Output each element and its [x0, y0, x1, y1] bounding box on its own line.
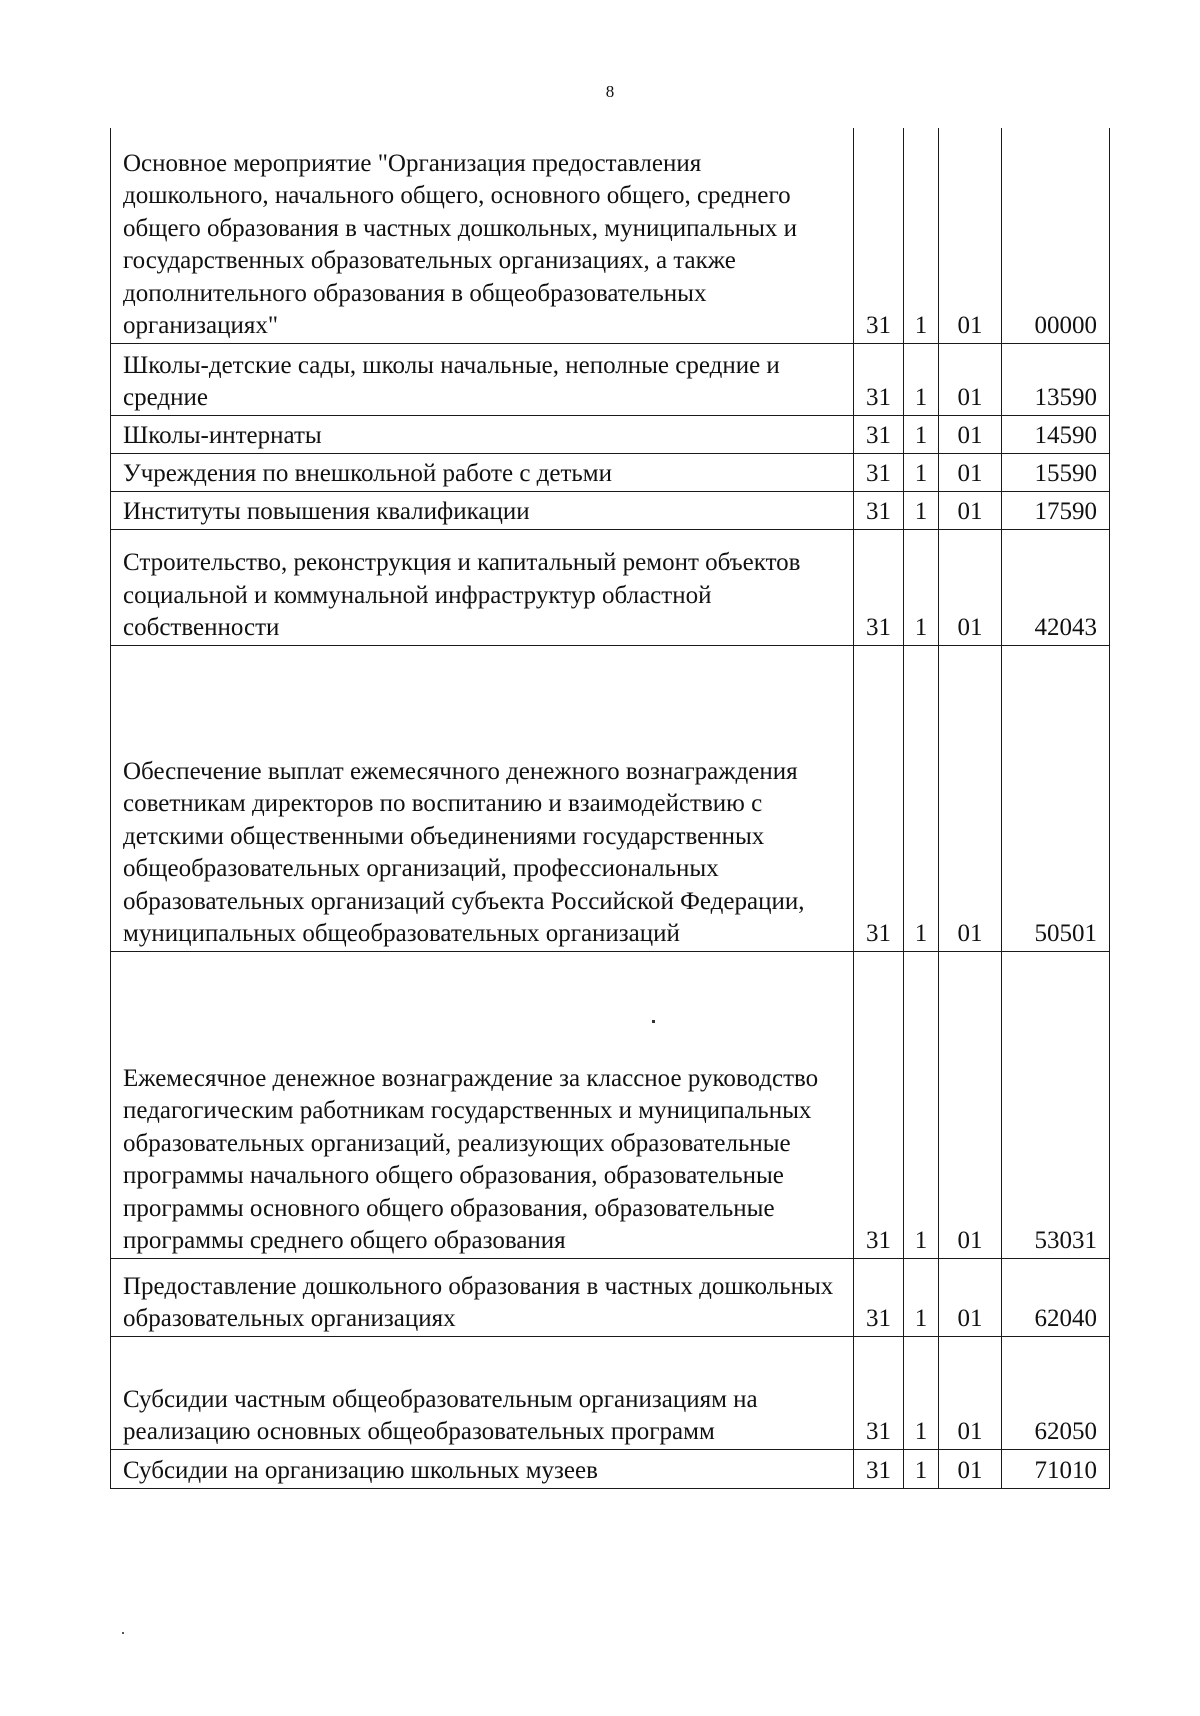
subprogram-code: 1: [904, 1449, 939, 1488]
table-row: [111, 453, 1110, 491]
row-name: Строительство, реконструкция и капитальный ремонт объектов социальной и коммунальной инфраструктур областной собственности: [111, 529, 854, 645]
subprogram-code: 1: [904, 128, 939, 343]
table-row: [111, 951, 1110, 1258]
row-name: Субсидии на организацию школьных музеев: [111, 1449, 854, 1488]
row-name: Предоставление дошкольного образования в частных дошкольных образовательных организациях: [111, 1258, 854, 1336]
direction-code: 42043: [1002, 529, 1110, 645]
direction-code: 17590: [1002, 491, 1110, 529]
row-name: Школы-детские сады, школы начальные, неполные средние и средние: [111, 343, 854, 415]
row-name: Субсидии частным общеобразовательным организациям на реализацию основных общеобразовательных программ: [111, 1336, 854, 1449]
program-code: 31: [854, 1336, 904, 1449]
table-row: [111, 645, 1110, 951]
table-row: [111, 529, 1110, 645]
table-row: [111, 128, 1110, 343]
direction-code: 00000: [1002, 128, 1110, 343]
program-code: 31: [854, 491, 904, 529]
direction-code: 71010: [1002, 1449, 1110, 1488]
program-code: 31: [854, 529, 904, 645]
subprogram-code: 1: [904, 1336, 939, 1449]
program-code: 31: [854, 1449, 904, 1488]
direction-code: 53031: [1002, 951, 1110, 1258]
direction-code: 62050: [1002, 1336, 1110, 1449]
table-row: [111, 1336, 1110, 1449]
direction-code: 13590: [1002, 343, 1110, 415]
subprogram-code: 1: [904, 453, 939, 491]
program-code: 31: [854, 951, 904, 1258]
subprogram-code: 1: [904, 529, 939, 645]
row-name: Институты повышения квалификации: [111, 491, 854, 529]
activity-code: 01: [939, 491, 1002, 529]
table-row: [111, 1258, 1110, 1336]
program-code: 31: [854, 645, 904, 951]
activity-code: 01: [939, 1449, 1002, 1488]
activity-code: 01: [939, 453, 1002, 491]
row-name: Обеспечение выплат ежемесячного денежного вознаграждения советникам директоров по воспитанию и взаимодействию с детскими общественными объединениями государственных общеобразовательных организаций, профессиональных образовательных организаций субъекта Российской Федерации, муниципальных общеобразовательных организаций: [111, 645, 854, 951]
row-name: Ежемесячное денежное вознаграждение за классное руководство педагогическим работникам государственных и муниципальных образовательных организаций, реализующих образовательные программы начального общего образования, образовательные программы основного общего образования, образовательные программы среднего общего образования: [111, 951, 854, 1258]
direction-code: 14590: [1002, 415, 1110, 453]
row-name: Учреждения по внешкольной работе с детьми: [111, 453, 854, 491]
activity-code: 01: [939, 343, 1002, 415]
activity-code: 01: [939, 1336, 1002, 1449]
program-code: 31: [854, 128, 904, 343]
activity-code: 01: [939, 529, 1002, 645]
activity-code: 01: [939, 1258, 1002, 1336]
budget-classification-table: [110, 128, 1110, 1489]
subprogram-code: 1: [904, 343, 939, 415]
activity-code: 01: [939, 128, 1002, 343]
direction-code: 62040: [1002, 1258, 1110, 1336]
activity-code: 01: [939, 645, 1002, 951]
subprogram-code: 1: [904, 951, 939, 1258]
program-code: 31: [854, 415, 904, 453]
direction-code: 50501: [1002, 645, 1110, 951]
program-code: 31: [854, 453, 904, 491]
row-name: Основное мероприятие "Организация предоставления дошкольного, начального общего, основного общего, среднего общего образования в частных дошкольных, муниципальных и государственных образовательных организациях, а также дополнительного образования в общеобразовательных организациях": [111, 128, 854, 343]
scan-speck: [122, 1632, 124, 1634]
table-row: [111, 415, 1110, 453]
program-code: 31: [854, 343, 904, 415]
table-row: [111, 491, 1110, 529]
activity-code: 01: [939, 951, 1002, 1258]
subprogram-code: 1: [904, 491, 939, 529]
subprogram-code: 1: [904, 415, 939, 453]
scan-speck: [652, 1020, 655, 1023]
subprogram-code: 1: [904, 645, 939, 951]
table-row: [111, 343, 1110, 415]
direction-code: 15590: [1002, 453, 1110, 491]
page-number: 8: [605, 82, 615, 101]
program-code: 31: [854, 1258, 904, 1336]
row-name: Школы-интернаты: [111, 415, 854, 453]
table-row: [111, 1449, 1110, 1488]
activity-code: 01: [939, 415, 1002, 453]
subprogram-code: 1: [904, 1258, 939, 1336]
